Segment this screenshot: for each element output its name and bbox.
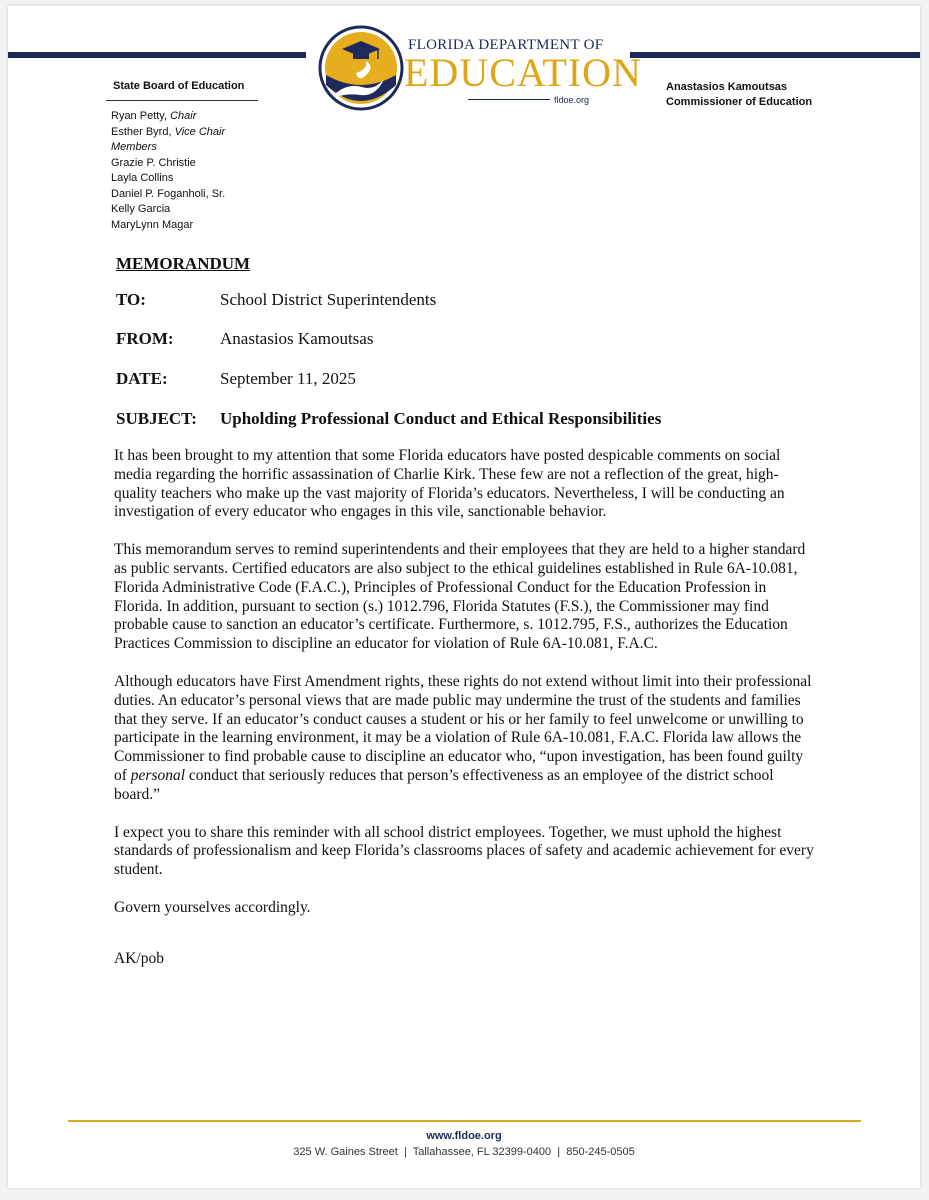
date-label: DATE: — [116, 369, 168, 388]
board-chair — [111, 109, 225, 125]
logo-url: fldoe.org — [554, 95, 590, 105]
memo-to-row — [116, 290, 436, 310]
chair-role: Chair — [170, 110, 197, 122]
header-rule-left — [8, 52, 306, 58]
subject-value: Upholding Professional Conduct and Ethical Responsibilities — [220, 409, 662, 428]
board-member: MaryLynn Magar — [111, 218, 194, 231]
body-paragraph-3: Although educators have First Amendment rights, these rights do not extend without limit into their professional duties. An educator’s personal views that are made public may undermine the trust of the students and families that they serve. If an educator’s conduct causes a student or his or her family to feel unwelcome or unwilling to participate in the learning environment, it may be a violation of Rule 6A-10.081, F.A.C. Florida law allows the Commissioner to find probable cause to discipline an educator who, “upon investigation, has been found guilty of personal conduct that seriously reduces that person’s effectiveness as an employee of the district school board.” — [114, 672, 812, 803]
logo-underline — [468, 99, 550, 100]
to-label: TO: — [116, 290, 146, 309]
subject-label: SUBJECT: — [116, 409, 197, 428]
board-title-rule — [106, 100, 258, 101]
board-member: Daniel P. Foganholi, Sr. — [111, 187, 226, 200]
members-label: Members — [111, 141, 157, 153]
body-paragraph-2: This memorandum serves to remind superintendents and their employees that they are held to a higher standard as public servants. Certified educators are also subject to the ethical guidelines established in Rule 6A-10.081, Florida Administrative Code (F.A.C.), Principles of Professional Conduct for the Education Profession in Florida. In addition, pursuant to section (s.) 1012.796, Florida Statutes (F.S.), the Commissioner may find probable cause to sanction an educator’s certificate. Furthermore, s. 1012.795, F.S., authorizes the Education Practices Commission to discipline an educator for violation of Rule 6A-10.081, F.A.C. — [114, 541, 806, 653]
board-title: State Board of Education — [113, 80, 245, 92]
date-value: September 11, 2025 — [220, 369, 356, 388]
fldoe-logo — [318, 23, 642, 115]
vice-chair-name: Esther Byrd, — [111, 125, 175, 138]
memo-page — [8, 6, 920, 1188]
board-member: Grazie P. Christie — [111, 156, 196, 169]
commissioner-title: Commissioner of Education — [666, 96, 813, 108]
board-member: Kelly Garcia — [111, 203, 171, 215]
logo-education-text: EDUCATION — [404, 50, 642, 95]
chair-name: Ryan Petty, — [111, 110, 171, 122]
board-vice-chair — [111, 125, 225, 141]
body-paragraph-4: I expect you to share this reminder with all school district employees. Together, we must uphold the highest standards of professionalism and keep Florida’s classrooms places of safety and academic achievement for every student. — [114, 823, 814, 879]
vice-chair-role: Vice Chair — [174, 125, 226, 138]
memo-subject-row — [116, 409, 661, 429]
closing-line: Govern yourselves accordingly. — [114, 898, 311, 916]
memo-date-row — [116, 369, 356, 389]
emphasis-personal: personal — [130, 766, 186, 784]
memorandum-heading: MEMORANDUM — [116, 254, 251, 273]
from-label: FROM: — [116, 329, 174, 348]
initials: AK/pob — [114, 949, 164, 967]
footer-url: www.fldoe.org — [426, 1130, 502, 1142]
board-member: Layla Collins — [111, 172, 174, 184]
memo-body — [114, 447, 814, 988]
commissioner-block — [666, 80, 812, 110]
body-paragraph-1: It has been brought to my attention that some Florida educators have posted despicable comments on social media regarding the horrific assassination of Charlie Kirk. These few are not a reflection of the great, high-quality teachers who make up the vast majority of Florida’s educators. Nevertheless, I will be conducting an investigation of every educator who engages in this vile, sanctionable behavior. — [114, 447, 785, 521]
memo-from-row — [116, 329, 373, 349]
from-value: Anastasios Kamoutsas — [220, 329, 374, 348]
commissioner-name: Anastasios Kamoutsas — [666, 81, 788, 93]
fldoe-emblem-icon — [318, 25, 404, 111]
logo-department-text: FLORIDA DEPARTMENT OF — [408, 37, 604, 53]
board-members-list — [111, 109, 225, 233]
to-value: School District Superintendents — [220, 290, 437, 309]
footer-rule — [68, 1120, 861, 1122]
header-rule-right — [630, 52, 920, 58]
footer-address: 325 W. Gaines Street | Tallahassee, FL 32399-0400 | 850-245-0505 — [293, 1146, 635, 1158]
